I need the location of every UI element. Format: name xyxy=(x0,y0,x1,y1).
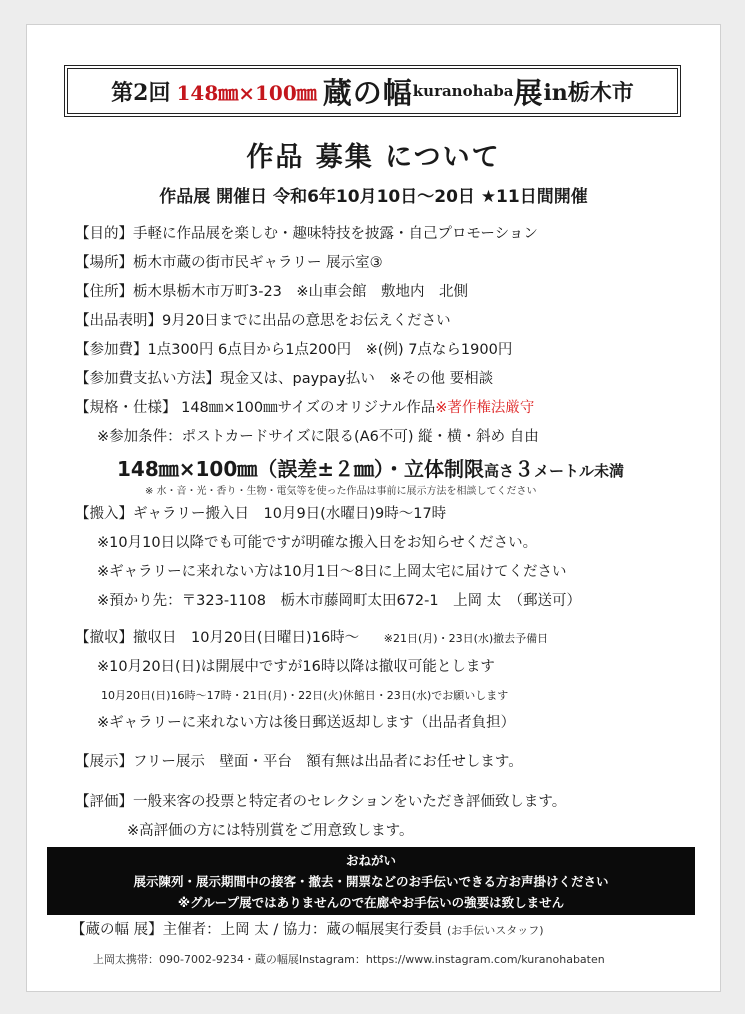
size-height-label: 高さ xyxy=(484,462,515,480)
carry-out-reserve-note: ※21日(月)・23日(水)撤去予備日 xyxy=(383,632,549,645)
carry-in-note-1: ※10月10日以降でも可能ですが明確な搬入日をお知らせください。 xyxy=(97,535,538,551)
title-ten: 展 xyxy=(513,75,544,110)
carry-in-note-3: ※預かり先：〒323-1108 栃木市藤岡町太田672-1 上岡 太 （郵送可） xyxy=(97,593,581,609)
media-note: ※ 水・音・光・香り・生物・電気等を使った作品は事前に展示方法を相談してください xyxy=(145,486,537,497)
evaluation-line: 【評価】一般来客の投票と特定者のセレクションをいただき評価致します。 xyxy=(75,794,567,810)
purpose-line: 【目的】手軽に作品展を楽しむ・趣味特技を披露・自己プロモーション xyxy=(75,226,538,242)
size-height-number: ３ xyxy=(514,457,535,481)
entry-line: 【出品表明】9月20日までに出品の意思をお伝えください xyxy=(75,313,451,329)
size-height-unit: メートル未満 xyxy=(534,462,625,480)
size-limit-line xyxy=(117,456,624,484)
notice-line-2: ※グループ展ではありませんので在廊やお手伝いの強要は致しません xyxy=(177,895,565,911)
venue-line: 【場所】栃木市蔵の街市民ギャラリー 展示室③ xyxy=(75,255,383,271)
organizer-note: (お手伝いスタッフ) xyxy=(446,924,544,937)
carry-out-line xyxy=(75,628,548,649)
title-name: 蔵の幅 xyxy=(322,75,413,110)
award-line: ※高評価の方には特別賞をご用意致します。 xyxy=(127,823,414,839)
carry-in-line: 【搬入】ギャラリー搬入日 10月9日(水曜日)9時～17時 xyxy=(75,506,447,522)
contact-line: 上岡太携帯：090-7002-9234・蔵の幅展Instagram：https://www.instagram.com/kuranohabaten xyxy=(93,953,605,966)
spec-line xyxy=(75,398,534,418)
display-line: 【展示】フリー展示 壁面・平台 額有無は出品者にお任せします。 xyxy=(75,754,523,770)
request-notice xyxy=(47,847,695,915)
notice-title: おねがい xyxy=(345,852,396,868)
title-size: 148㎜×100㎜ xyxy=(176,80,317,105)
organizer-line xyxy=(71,920,544,941)
page-heading: 作品 募集 について xyxy=(246,142,501,173)
notice-line-1: 展示陳列・展示期間中の接客・撤去・開票などのお手伝いできる方お声掛けください xyxy=(133,873,609,889)
address-line: 【住所】栃木県栃木市万町3-23 ※山車会館 敷地内 北側 xyxy=(75,284,469,300)
spec-text: 【規格・仕様】 148㎜×100㎜サイズのオリジナル作品 xyxy=(75,400,436,416)
carry-out-note-1: ※10月20日(日)は開展中ですが16時以降は撤収可能とします xyxy=(97,659,495,675)
exhibition-dates: 作品展 開催日 令和6年10月10日～20日 ★11日間開催 xyxy=(159,187,588,207)
title-romaji: kuranohaba xyxy=(412,82,514,100)
flyer-sheet xyxy=(26,24,721,992)
carry-in-note-2: ※ギャラリーに来れない方は10月1日～8日に上岡太宅に届けてください xyxy=(97,564,567,580)
copyright-note: ※著作権法厳守 xyxy=(435,400,535,416)
size-limit-text: 148㎜×100㎜（誤差±２㎜）・立体制限 xyxy=(117,457,485,481)
title-place: in栃木市 xyxy=(543,79,634,106)
title-banner xyxy=(64,65,681,117)
fee-line: 【参加費】1点300円 6点目から1点200円 ※(例) 7点なら1900円 xyxy=(75,342,513,358)
payment-line: 【参加費支払い方法】現金又は、paypay払い ※その他 要相談 xyxy=(75,371,494,387)
carry-out-note-2: 10月20日(日)16時～17時・21日(月)・22日(火)休館日・23日(水)でお願いします xyxy=(101,689,509,702)
carry-out-text: 【撤収】撤収日 10月20日(日曜日)16時～ xyxy=(75,630,360,646)
condition-line: ※参加条件：ポストカードサイズに限る(A6不可) 縦・横・斜め 自由 xyxy=(97,429,539,445)
organizer-text: 【蔵の幅 展】主催者：上岡 太 / 協力：蔵の幅展実行委員 xyxy=(71,922,443,938)
title-round: 第2回 xyxy=(111,79,171,106)
carry-out-note-3: ※ギャラリーに来れない方は後日郵送返却します（出品者負担） xyxy=(97,715,516,731)
